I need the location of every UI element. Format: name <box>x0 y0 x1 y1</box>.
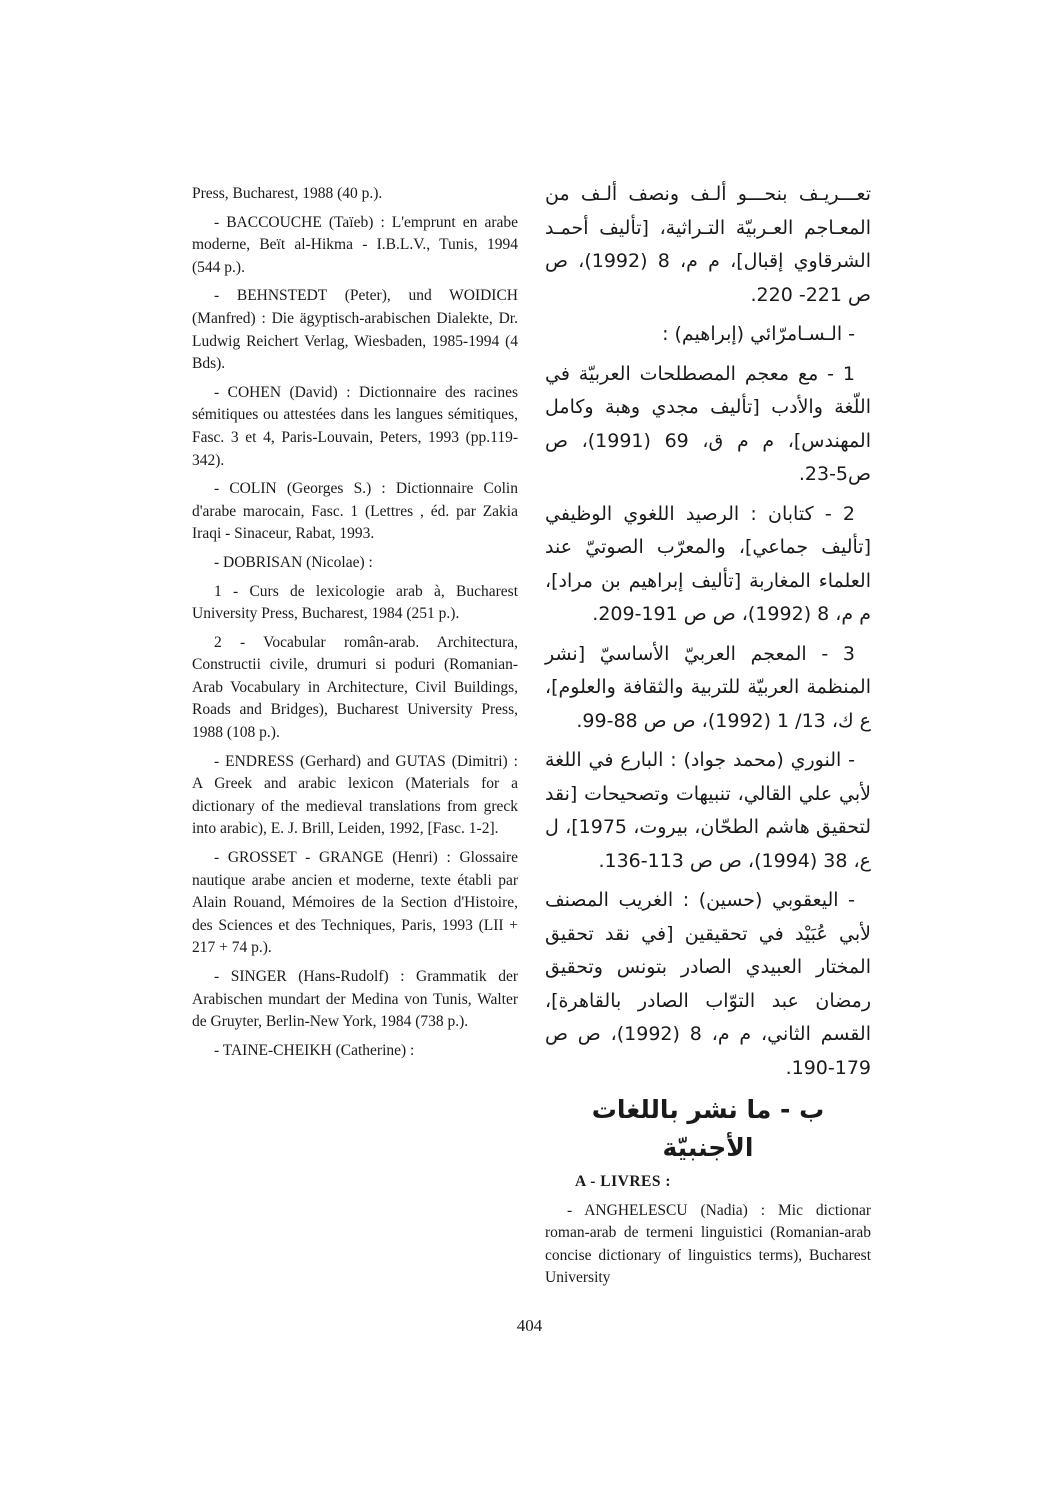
bib-entry: - COHEN (David) : Dictionnaire des racines sémitiques ou attestées dans les langues sémitiques, Fasc. 3 et 4, Paris-Louvain, Peters, 1993 (pp.119-342). <box>192 383 518 469</box>
bib-entry: - GROSSET - GRANGE (Henri) : Glossaire nautique arabe ancien et moderne, texte établi par Alain Rouand, Mémoires de la Section d'Histoire, des Sciences et des Techniques, Paris, 1993 (LII + 217 + 74 p.). <box>192 849 518 957</box>
left-column <box>192 183 518 1068</box>
arabic-entry: - اليعقوبي (حسين) : الغريب المصنف لأبي عُبَيْد في تحقيقين [في نقد تحقيق المختار العبيدي الصادر بتونس وتحقيق رمضان عبد التوّاب الصادر بالقاهرة]، القسم الثاني، م م، 8 (1992)، ص ص 179-190. <box>545 889 871 1079</box>
bib-entry: - DOBRISAN (Nicolae) : <box>214 553 373 571</box>
arabic-entry: 3 - المعجم العربيّ الأساسيّ [نشر المنظمة العربيّة للتربية والثقافة والعلوم]، ع ك، 13/ 1 (1992)، ص ص 88-99. <box>545 642 871 732</box>
bib-entry: - TAINE-CHEIKH (Catherine) : <box>214 1041 415 1059</box>
bib-entry: - ENDRESS (Gerhard) and GUTAS (Dimitri) : A Greek and arabic lexicon (Materials for a dictionary of the medieval translations from greck into arabic), E. J. Brill, Leiden, 1992, [Fasc. 1-2]. <box>192 752 518 838</box>
latin-section <box>545 1171 871 1290</box>
bib-entry: 2 - Vocabular român-arab. Architectura, Constructii civile, drumuri si poduri (Romanian-Arab Vocabulary in Architecture, Civil Buildings, Roads and Bridges), Bucharest University Press, 1988 (108 p.). <box>192 633 518 742</box>
arabic-entry: - النوري (محمد جواد) : البارع في اللغة لأبي علي القالي، تنبيهات وتصحيحات [نقد لتحقيق هاشم الطحّان، بيروت، 1975]، ل ع، 38 (1994)، ص ص 113-136. <box>545 749 871 872</box>
bib-entry: - BACCOUCHE (Taïeb) : L'emprunt en arabe moderne, Beït al-Hikma - I.B.L.V., Tunis, 1994 (544 p.). <box>192 213 518 276</box>
arabic-entry: 1 - مع معجم المصطلحات العربيّة في اللّغة والأدب [تأليف مجدي وهبة وكامل المهندس]، م م ق، 69 (1991)، ص ص5-23. <box>545 362 872 485</box>
right-column <box>545 178 871 1296</box>
latin-subheading: A - LIVRES : <box>575 1173 672 1190</box>
arabic-entry: - الـسـامرّائي (إبراهيم) : <box>662 323 855 345</box>
arabic-entry: تعـــريـف بنحـــو ألـف ونصف ألـف من المعـاجم العـربيّة التـراثية، [تأليف أحمـد الشرقاوي إقبال]، م م، 8 (1992)، ص ص 221- 220. <box>545 183 871 306</box>
bib-entry: Press, Bucharest, 1988 (40 p.). <box>192 185 383 202</box>
bib-entry: - COLIN (Georges S.) : Dictionnaire Colin d'arabe marocain, Fasc. 1 (Lettres , éd. par Zakia Iraqi - Sinaceur, Rabat, 1993. <box>192 480 518 543</box>
bib-entry: - BEHNSTEDT (Peter), und WOIDICH (Manfred) : Die ägyptisch-arabischen Dialekte, Dr. Ludwig Reichert Verlag, Wiesbaden, 1985-1994 (4 Bds). <box>192 287 518 373</box>
bib-entry: - ANGHELESCU (Nadia) : Mic dictionar roman-arab de termeni linguistici (Romanian-arab concise dictionary of linguistics terms), Bucharest University <box>545 1201 871 1287</box>
bib-entry: 1 - Curs de lexicologie arab à, Bucharest University Press, Bucharest, 1984 (251 p.). <box>192 582 518 623</box>
arabic-entry: 2 - كتابان : الرصيد اللغوي الوظيفي [تأليف جماعي]، والمعرّب الصوتيّ عند العلماء المغاربة [تأليف إبراهيم بن مراد]، م م، 8 (1992)، ص ص 191-209. <box>545 502 871 625</box>
bib-entry: - SINGER (Hans-Rudolf) : Grammatik der Arabischen mundart der Medina von Tunis, Walter de Gruyter, Berlin-New York, 1984 (738 p.). <box>192 968 518 1031</box>
section-heading: ب - ما نشر باللغات الأجنبيّة <box>591 1095 825 1162</box>
page-number: 404 <box>516 1316 543 1335</box>
